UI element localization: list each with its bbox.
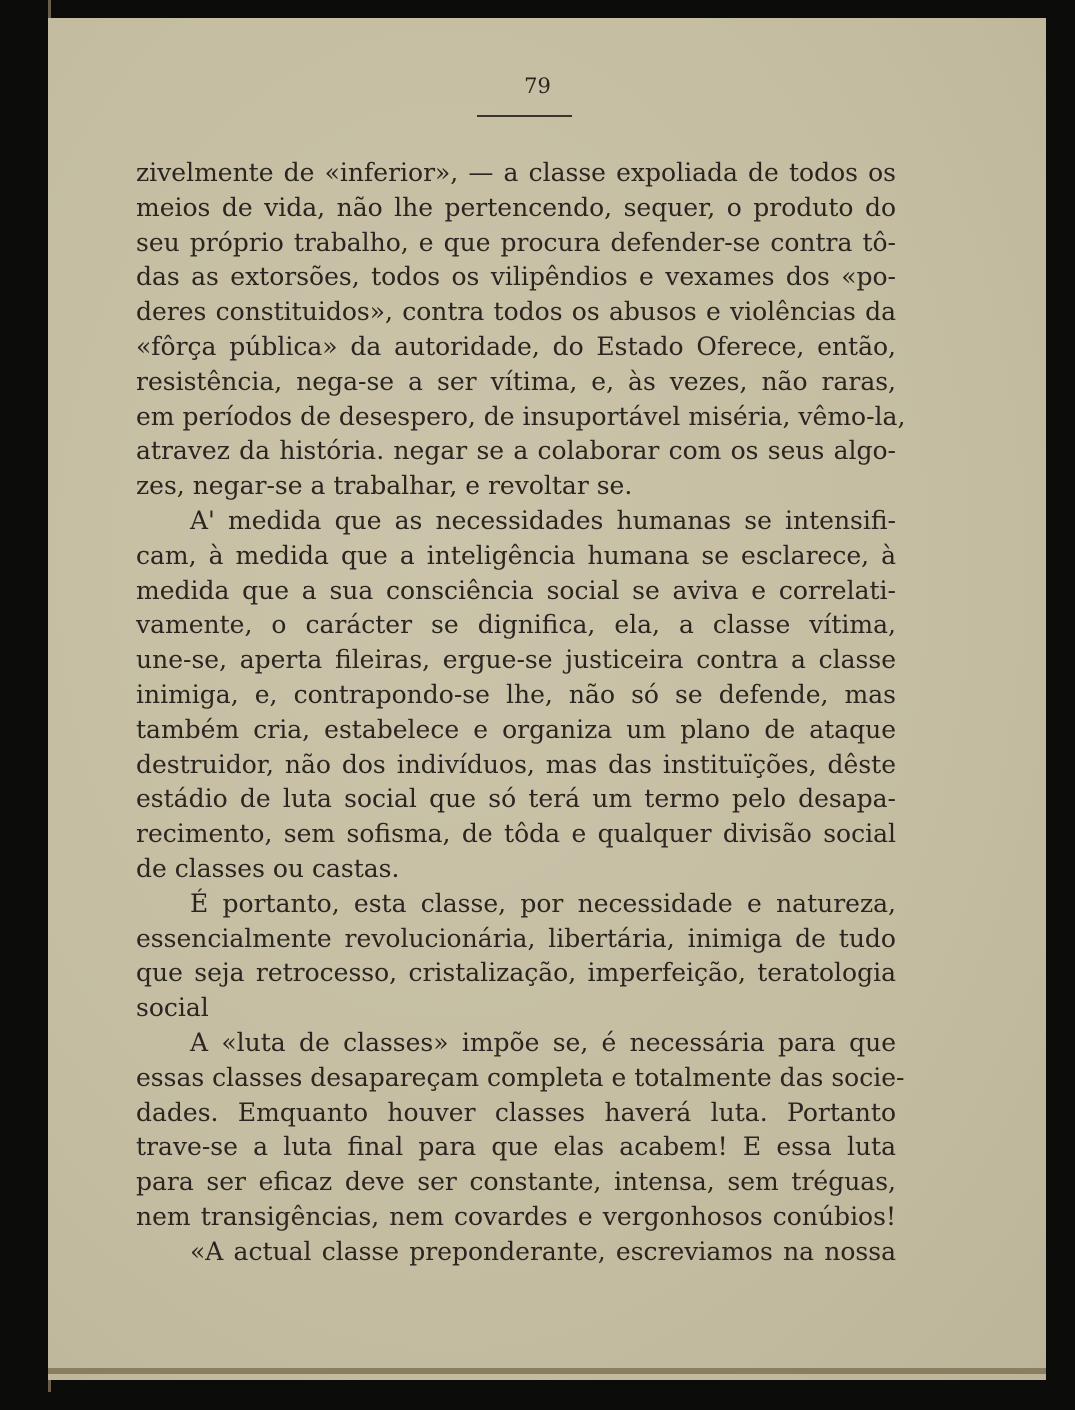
header-rule xyxy=(477,115,572,117)
text-line: nem transigências, nem covardes e vergonhosos conúbios! xyxy=(136,1201,896,1231)
text-line: A «luta de classes» impõe se, é necessária para que xyxy=(190,1027,896,1057)
text-line: cam, à medida que a inteligência humana se esclarece, à xyxy=(136,540,896,570)
text-line: destruidor, não dos indivíduos, mas das instituïções, dêste xyxy=(136,749,896,779)
text-line: em períodos de desespero, de insuportável miséria, vêmo-la, xyxy=(136,401,906,431)
text-line: recimento, sem sofisma, de tôda e qualquer divisão social xyxy=(136,819,896,849)
text-line: social xyxy=(136,993,209,1023)
text-line: deres constituidos», contra todos os abusos e violências da xyxy=(136,297,896,327)
text-line: dades. Emquanto houver classes haverá luta. Portanto xyxy=(136,1097,896,1127)
text-line: atravez da história. negar se a colaborar com os seus algo- xyxy=(136,436,896,466)
text-line: zivelmente de «inferior», — a classe expoliada de todos os xyxy=(136,158,896,187)
text-line: para ser eficaz deve ser constante, intensa, sem tréguas, xyxy=(136,1167,896,1197)
text-line: que seja retrocesso, cristalização, imperfeição, teratologia xyxy=(136,958,896,988)
text-line: inimiga, e, contrapondo-se lhe, não só se defende, mas xyxy=(136,679,896,709)
text-line: une-se, aperta fileiras, ergue-se justiceira contra a classe xyxy=(136,645,896,675)
text-line: de classes ou castas. xyxy=(136,853,400,883)
body-text xyxy=(136,156,906,1270)
text-line: das as extorsões, todos os vilipêndios e vexames dos «po- xyxy=(136,262,896,292)
text-line: também cria, estabelece e organiza um plano de ataque xyxy=(136,714,896,744)
text-line: estádio de luta social que só terá um termo pelo desapa- xyxy=(136,784,896,814)
text-line: A' medida que as necessidades humanas se intensifi- xyxy=(190,505,896,535)
text-line: É portanto, esta classe, por necessidade e natureza, xyxy=(190,888,896,918)
text-line: seu próprio trabalho, e que procura defender-se contra tô- xyxy=(136,227,896,257)
text-line: medida que a sua consciência social se aviva e correlati- xyxy=(136,575,896,605)
text-line: essas classes desapareçam completa e totalmente das socie- xyxy=(136,1062,905,1092)
text-line: essencialmente revolucionária, libertária, inimiga de tudo xyxy=(136,923,896,953)
text-line: resistência, nega-se a ser vítima, e, às vezes, não raras, xyxy=(136,366,896,396)
text-line: «A actual classe preponderante, escreviamos na nossa xyxy=(190,1236,896,1266)
page-number: 79 xyxy=(524,74,551,98)
page-bottom-edge xyxy=(48,1368,1046,1374)
text-line: «fôrça pública» da autoridade, do Estado Oferece, então, xyxy=(136,331,896,361)
text-line: meios de vida, não lhe pertencendo, sequer, o produto do xyxy=(136,192,896,222)
text-line: vamente, o carácter se dignifica, ela, a classe vítima, xyxy=(136,610,896,640)
text-line: trave-se a luta final para que elas acabem! E essa luta xyxy=(136,1132,896,1162)
text-line: zes, negar-se a trabalhar, e revoltar se. xyxy=(136,471,633,501)
